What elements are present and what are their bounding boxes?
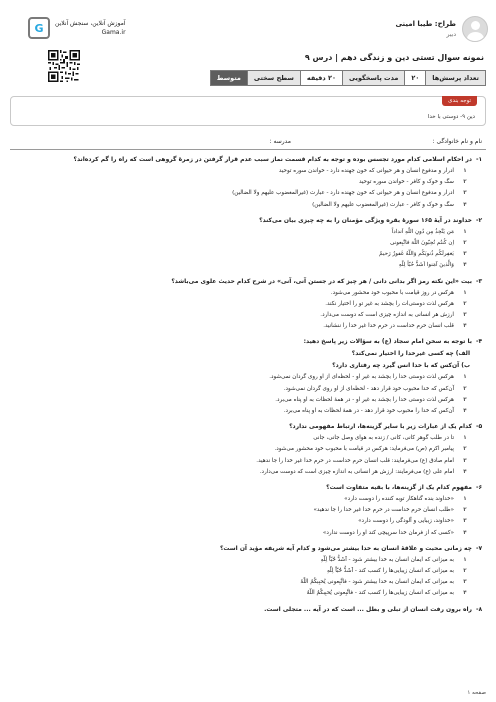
duration-value: ۲۰ دقیقه [300, 71, 342, 85]
answer-option[interactable] [10, 188, 486, 199]
option-text: تا در طلب گوهر کانی، کانی / زنده به هوای وصل جانی، جانی [313, 435, 454, 442]
question-text: بیت «این نکته رمز اگر بدانی دانی / هر چیز که در جستن آنی، آنی» در شرح کدام حدیث علوی می‌باشد؟ [171, 277, 472, 285]
option-text: مَن یَتَّخِذُ مِن دُونِ اللّهِ اَنداداً [391, 228, 454, 235]
question-text: مفهوم کدام یک از گزینه‌ها، با بقیه متفاوت است؟ [326, 484, 472, 492]
option-text: به میزانی که ایمان انسان به خدا بیشتر شود - فاتَّبِعونی یُحبِبکُمُ اللّهُ [300, 579, 454, 586]
answer-option[interactable] [10, 433, 486, 444]
difficulty-value: متوسط [211, 71, 247, 85]
answer-option[interactable] [10, 321, 486, 332]
option-text: ادرار و مدفوع انسان و هر حیوانی که خون جهنده دارد - خواندن سوره توحید [278, 168, 454, 174]
option-number: ۲ [463, 179, 467, 186]
question-count-value: ۲۰ [404, 71, 425, 85]
difficulty-label: سطح سختی [247, 71, 300, 85]
option-text: ارزش هر انسانی به اندازه چیزی است که دوست می‌دارد. [320, 312, 454, 319]
option-number: ۱ [463, 435, 467, 442]
option-text: آن‌کس که خدا محبوب خود قرار دهد - لحظه‌ای از او روی گردان نمی‌شود. [283, 385, 454, 392]
option-number: ۳ [463, 251, 467, 258]
page-title: نمونه سوال تستی دین و زندگی دهم | درس ۹ [304, 53, 484, 62]
question-number: ۸- [476, 605, 483, 613]
qr-code-icon [48, 50, 80, 82]
designer-name: طراح: طیبا امینی [395, 20, 456, 28]
question-subpart: الف) چه کسی غیرخدا را اختیار نمی‌کند؟ [351, 350, 470, 358]
topic-text: دین ۹- دوستی با خدا [427, 114, 475, 120]
topic-box [10, 96, 486, 126]
option-text: هرکس در روز قیامت با محبوب خود محشور می‌شود. [330, 289, 454, 296]
exam-meta [210, 70, 486, 86]
answer-option[interactable] [10, 249, 486, 260]
answer-option[interactable] [10, 505, 486, 516]
option-number: ۱ [463, 168, 467, 174]
answer-option[interactable] [10, 200, 486, 211]
option-number: ۳ [463, 457, 467, 464]
question-item [10, 604, 486, 616]
option-number: ۲ [463, 568, 467, 575]
gama-logo-icon: G [28, 17, 50, 39]
answer-option[interactable] [10, 384, 486, 395]
question-subpart: ب) آن‌کس که با خدا انس گیرد چه رفتاری دارد؟ [332, 362, 470, 370]
question-number: ۲- [476, 216, 483, 224]
question-number: ۷- [476, 544, 483, 552]
option-text: سگ و خوک و کافر - عبارت (غیرالمغضوب علیهم ولا الضالین) [312, 201, 454, 208]
option-text: قلب انسان حرم خداست در حرم خدا غیر خدا را ننشانید. [323, 323, 454, 330]
question-text: چه زمانی محبت و علاقهٔ انسان به خدا بیشتر می‌شود و کدام آیه شریفه مؤید آن است؟ [219, 544, 472, 552]
answer-option[interactable] [10, 299, 486, 310]
answer-option[interactable] [10, 177, 486, 188]
option-number: ۲ [463, 446, 467, 453]
option-text: «خداوند، زیبایی و آلودگی را دوست دارد» [358, 518, 454, 525]
option-text: به میزانی که ایمان انسان به خدا بیشتر شود - اَشَدُّ حُبّاً لِلّهِ [320, 556, 454, 563]
answer-option[interactable] [10, 444, 486, 455]
question-text: با توجه به سخن امام سجاد (ع) به سؤالات زیر پاسخ دهید: [303, 338, 472, 346]
option-number: ۳ [463, 579, 467, 586]
answer-option[interactable] [10, 456, 486, 467]
question-item [10, 482, 486, 539]
option-number: ۳ [463, 312, 467, 319]
question-item [10, 276, 486, 333]
question-count-label: تعداد پرسش‌ها [425, 71, 485, 85]
option-text: هرکس لذت دوستی‌ات را بچشد به غیر تو را اختیار نکند. [325, 300, 454, 307]
option-text: «طلب انسان حرم خداست در حرم خدا غیر خدا را جا ندهید» [313, 507, 454, 514]
question-list [10, 154, 486, 620]
question-item [10, 215, 486, 272]
option-text: اِن کُنتُم تُحِبّونَ اللّهَ فاتَّبِعونی [390, 240, 454, 247]
duration-label: مدت پاسخگویی [342, 71, 404, 85]
question-item [10, 421, 486, 478]
answer-option[interactable] [10, 577, 486, 588]
option-number: ۱ [463, 228, 467, 235]
option-text: «خداوند بنده گناهکار توبه کننده را دوست دارد» [344, 496, 454, 503]
option-number: ۱ [463, 289, 467, 296]
school-label: مدرسه : [269, 138, 291, 145]
option-text: «کسی که از فرمان خدا سرپیچی کند او را دوست ندارد» [322, 529, 454, 536]
question-number: ۵- [476, 423, 483, 431]
question-text: خداوند در آیهٔ ۱۶۵ سورهٔ بقره ویژگی مؤمنان را به چه چیزی بیان می‌کند؟ [259, 216, 472, 224]
student-info-row [10, 134, 486, 150]
option-number: ۴ [463, 201, 467, 208]
question-number: ۳- [476, 277, 483, 285]
page-footer [10, 690, 486, 696]
option-number: ۱ [463, 556, 467, 563]
option-text: یَغفِرلَکُم ذُنوبَکُم وَاللّهُ غَفورٌ رَحیمٌ [379, 251, 454, 258]
option-number: ۴ [463, 590, 467, 597]
topic-tag: توجه بندی [442, 96, 477, 106]
question-number: ۶- [476, 484, 483, 492]
answer-option[interactable] [10, 516, 486, 527]
option-text: آن‌کس که خدا را محبوب خود قرار دهد - در همهٔ لحظات به او پناه می‌برد. [283, 408, 454, 415]
page-header [0, 0, 496, 92]
question-text: در احکام اسلامی کدام مورد تجسس بوده و توجه به کدام قسمت نماز سبب عدم قرار گرفتن در زمرهٔ گروهی است که راه را گم کرده‌اند؟ [73, 156, 472, 163]
designer-avatar [462, 16, 488, 42]
answer-option[interactable] [10, 227, 486, 238]
option-number: ۳ [463, 396, 467, 403]
option-text: هرکس لذت دوستی خدا را بچشد به غیر او - در همهٔ لحظات به او پناه می‌برد. [275, 396, 454, 403]
option-text: ادرار و مدفوع انسان و هر حیوانی که خون جهنده دارد - عبارت (غیرالمغضوب علیهم ولا الضالین) [232, 190, 454, 197]
brand-tagline: آموزش آنلاین، سنجش آنلاین [55, 20, 126, 27]
option-text: هرکس لذت دوستی خدا را بچشد به غیر او - لحظه‌ای از او روی گردان نمی‌شود. [269, 374, 454, 381]
question-text: کدام یک از عبارات زیر با سایر گزینه‌ها، ارتباط مفهومی ندارد؟ [289, 423, 472, 431]
brand [28, 17, 126, 39]
question-number: ۱- [476, 156, 483, 163]
designer-info [395, 16, 488, 42]
option-number: ۴ [463, 529, 467, 536]
option-number: ۳ [463, 190, 467, 197]
page-number: صفحه ۱ [467, 690, 486, 696]
answer-option[interactable] [10, 588, 486, 599]
option-number: ۴ [463, 323, 467, 330]
answer-option[interactable] [10, 555, 486, 566]
option-number: ۱ [463, 374, 467, 381]
option-number: ۲ [463, 300, 467, 307]
option-number: ۲ [463, 507, 467, 514]
option-text: به میزانی که انسان زیبایی‌ها را کسب کند - اَشَدُّ حُبّاً لِلّهِ [326, 568, 454, 575]
option-number: ۴ [463, 262, 467, 269]
answer-option[interactable] [10, 288, 486, 299]
option-text: سگ و خوک و کافر - خواندن سوره توحید [358, 179, 454, 186]
option-number: ۴ [463, 408, 467, 415]
option-text: امام صادق (ع) می‌فرمایند: قلب انسان حرم خداست در حرم خدا غیر خدا را جا ندهید. [256, 457, 454, 464]
question-item [10, 336, 486, 417]
answer-option[interactable] [10, 566, 486, 577]
answer-option[interactable] [10, 395, 486, 406]
question-item [10, 543, 486, 600]
option-text: به میزانی که انسان زیبایی‌ها را کسب کند - فاتَّبِعونی یُحبِبکُمُ اللّهُ [306, 590, 454, 597]
option-text: پیامبر اکرم (ص) می‌فرماید: هرکس در قیامت با محبوب خود محشور می‌شود. [274, 446, 454, 453]
answer-option[interactable] [10, 467, 486, 478]
designer-role: دبیر [446, 31, 456, 38]
option-number: ۲ [463, 240, 467, 247]
brand-site: Gama.ir [101, 29, 126, 36]
option-number: ۱ [463, 496, 467, 503]
answer-option[interactable] [10, 494, 486, 505]
question-item [10, 154, 486, 211]
option-number: ۴ [463, 468, 467, 475]
answer-option[interactable] [10, 238, 486, 249]
option-number: ۲ [463, 385, 467, 392]
option-text: وَالَّذینَ آمَنوا اَشَدُّ حُبّاً لِلّهِ [398, 262, 454, 269]
option-text: امام علی (ع) می‌فرمایند: ارزش هر انسانی به اندازه چیزی است که دوست می‌دارد. [259, 468, 454, 475]
answer-option[interactable] [10, 166, 486, 177]
option-number: ۳ [463, 518, 467, 525]
answer-option[interactable] [10, 406, 486, 417]
question-number: ۴- [476, 338, 483, 346]
question-text: راه برون رفت انسان از تبلی و بطل ... است که در آیه ... متجلی است. [264, 605, 472, 613]
answer-option[interactable] [10, 310, 486, 321]
student-name-label: نام و نام خانوادگی : [432, 138, 482, 145]
answer-option[interactable] [10, 528, 486, 539]
answer-option[interactable] [10, 260, 486, 271]
answer-option[interactable] [10, 372, 486, 383]
